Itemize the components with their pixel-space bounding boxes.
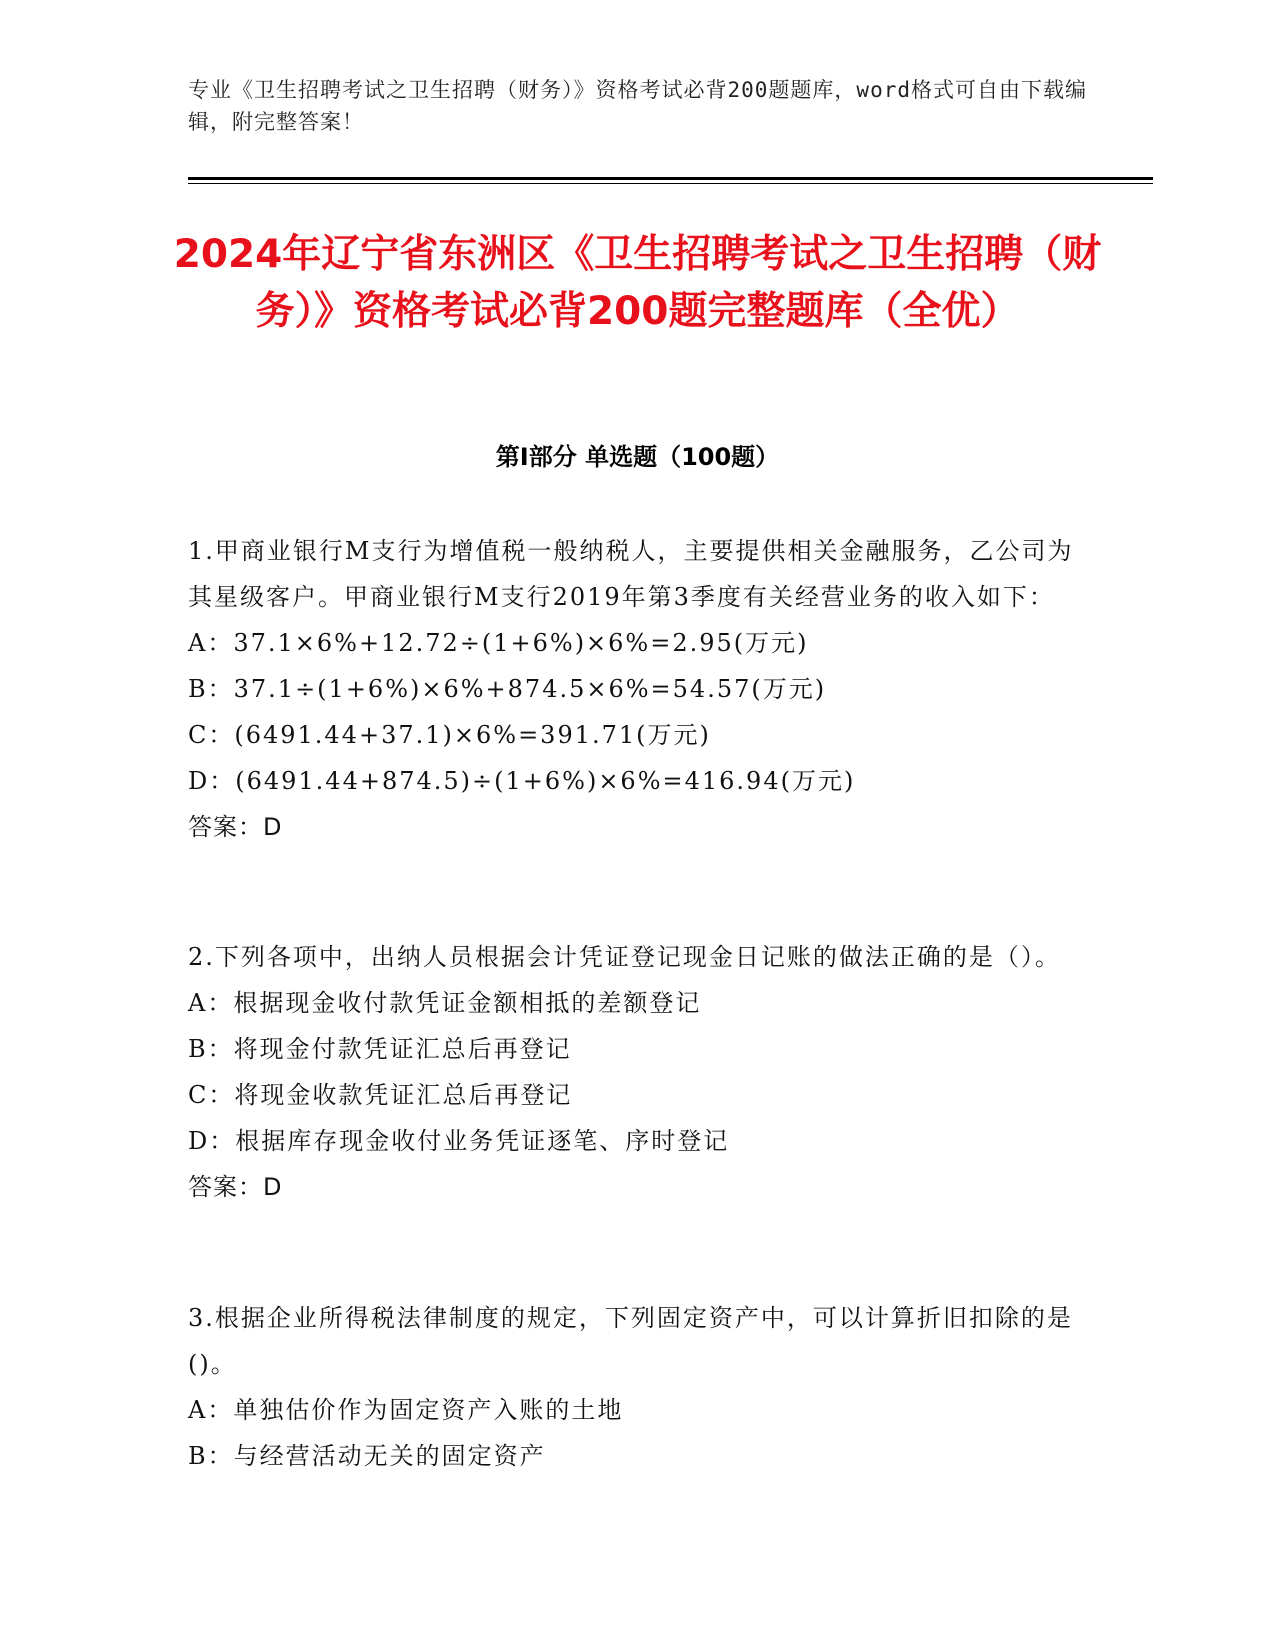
option-c: C：(6491.44+37.1)×6%=391.71(万元) xyxy=(188,721,711,749)
header-note: 专业《卫生招聘考试之卫生招聘（财务）》资格考试必背200题题库，word格式可自由下载编辑，附完整答案！ xyxy=(188,78,1087,134)
question-1 xyxy=(188,528,1078,850)
header-rule-thick xyxy=(188,177,1153,180)
option-d: D：根据库存现金收付业务凭证逐笔、序时登记 xyxy=(188,1127,730,1155)
option-c: C：将现金收款凭证汇总后再登记 xyxy=(188,1081,573,1109)
question-stem: 1.甲商业银行M支行为增值税一般纳税人，主要提供相关金融服务，乙公司为其星级客户。甲商业银行M支行2019年第3季度有关经营业务的收入如下： xyxy=(188,537,1074,611)
option-a: A：单独估价作为固定资产入账的土地 xyxy=(188,1396,624,1424)
header-rule-thin xyxy=(188,183,1153,184)
question-3 xyxy=(188,1295,1078,1479)
option-a: A：根据现金收付款凭证金额相抵的差额登记 xyxy=(188,989,702,1017)
document-title: 2024年辽宁省东洲区《卫生招聘考试之卫生招聘（财务）》资格考试必背200题完整题库（全优） xyxy=(173,232,1102,334)
question-2 xyxy=(188,934,1078,1210)
option-a: A：37.1×6%+12.72÷(1+6%)×6%=2.95(万元) xyxy=(188,629,809,657)
section-heading: 第Ⅰ部分 单选题（100题） xyxy=(495,443,780,471)
answer: 答案：D xyxy=(188,813,283,841)
option-d: D：(6491.44+874.5)÷(1+6%)×6%=416.94(万元) xyxy=(188,767,856,795)
option-b: B：37.1÷(1+6%)×6%+874.5×6%=54.57(万元) xyxy=(188,675,827,703)
option-b: B：将现金付款凭证汇总后再登记 xyxy=(188,1035,572,1063)
question-stem: 2.下列各项中，出纳人员根据会计凭证登记现金日记账的做法正确的是（）。 xyxy=(188,943,1061,971)
option-b: B：与经营活动无关的固定资产 xyxy=(188,1442,546,1470)
question-stem: 3.根据企业所得税法律制度的规定，下列固定资产中，可以计算折旧扣除的是()。 xyxy=(188,1304,1073,1378)
answer: 答案：D xyxy=(188,1173,283,1201)
